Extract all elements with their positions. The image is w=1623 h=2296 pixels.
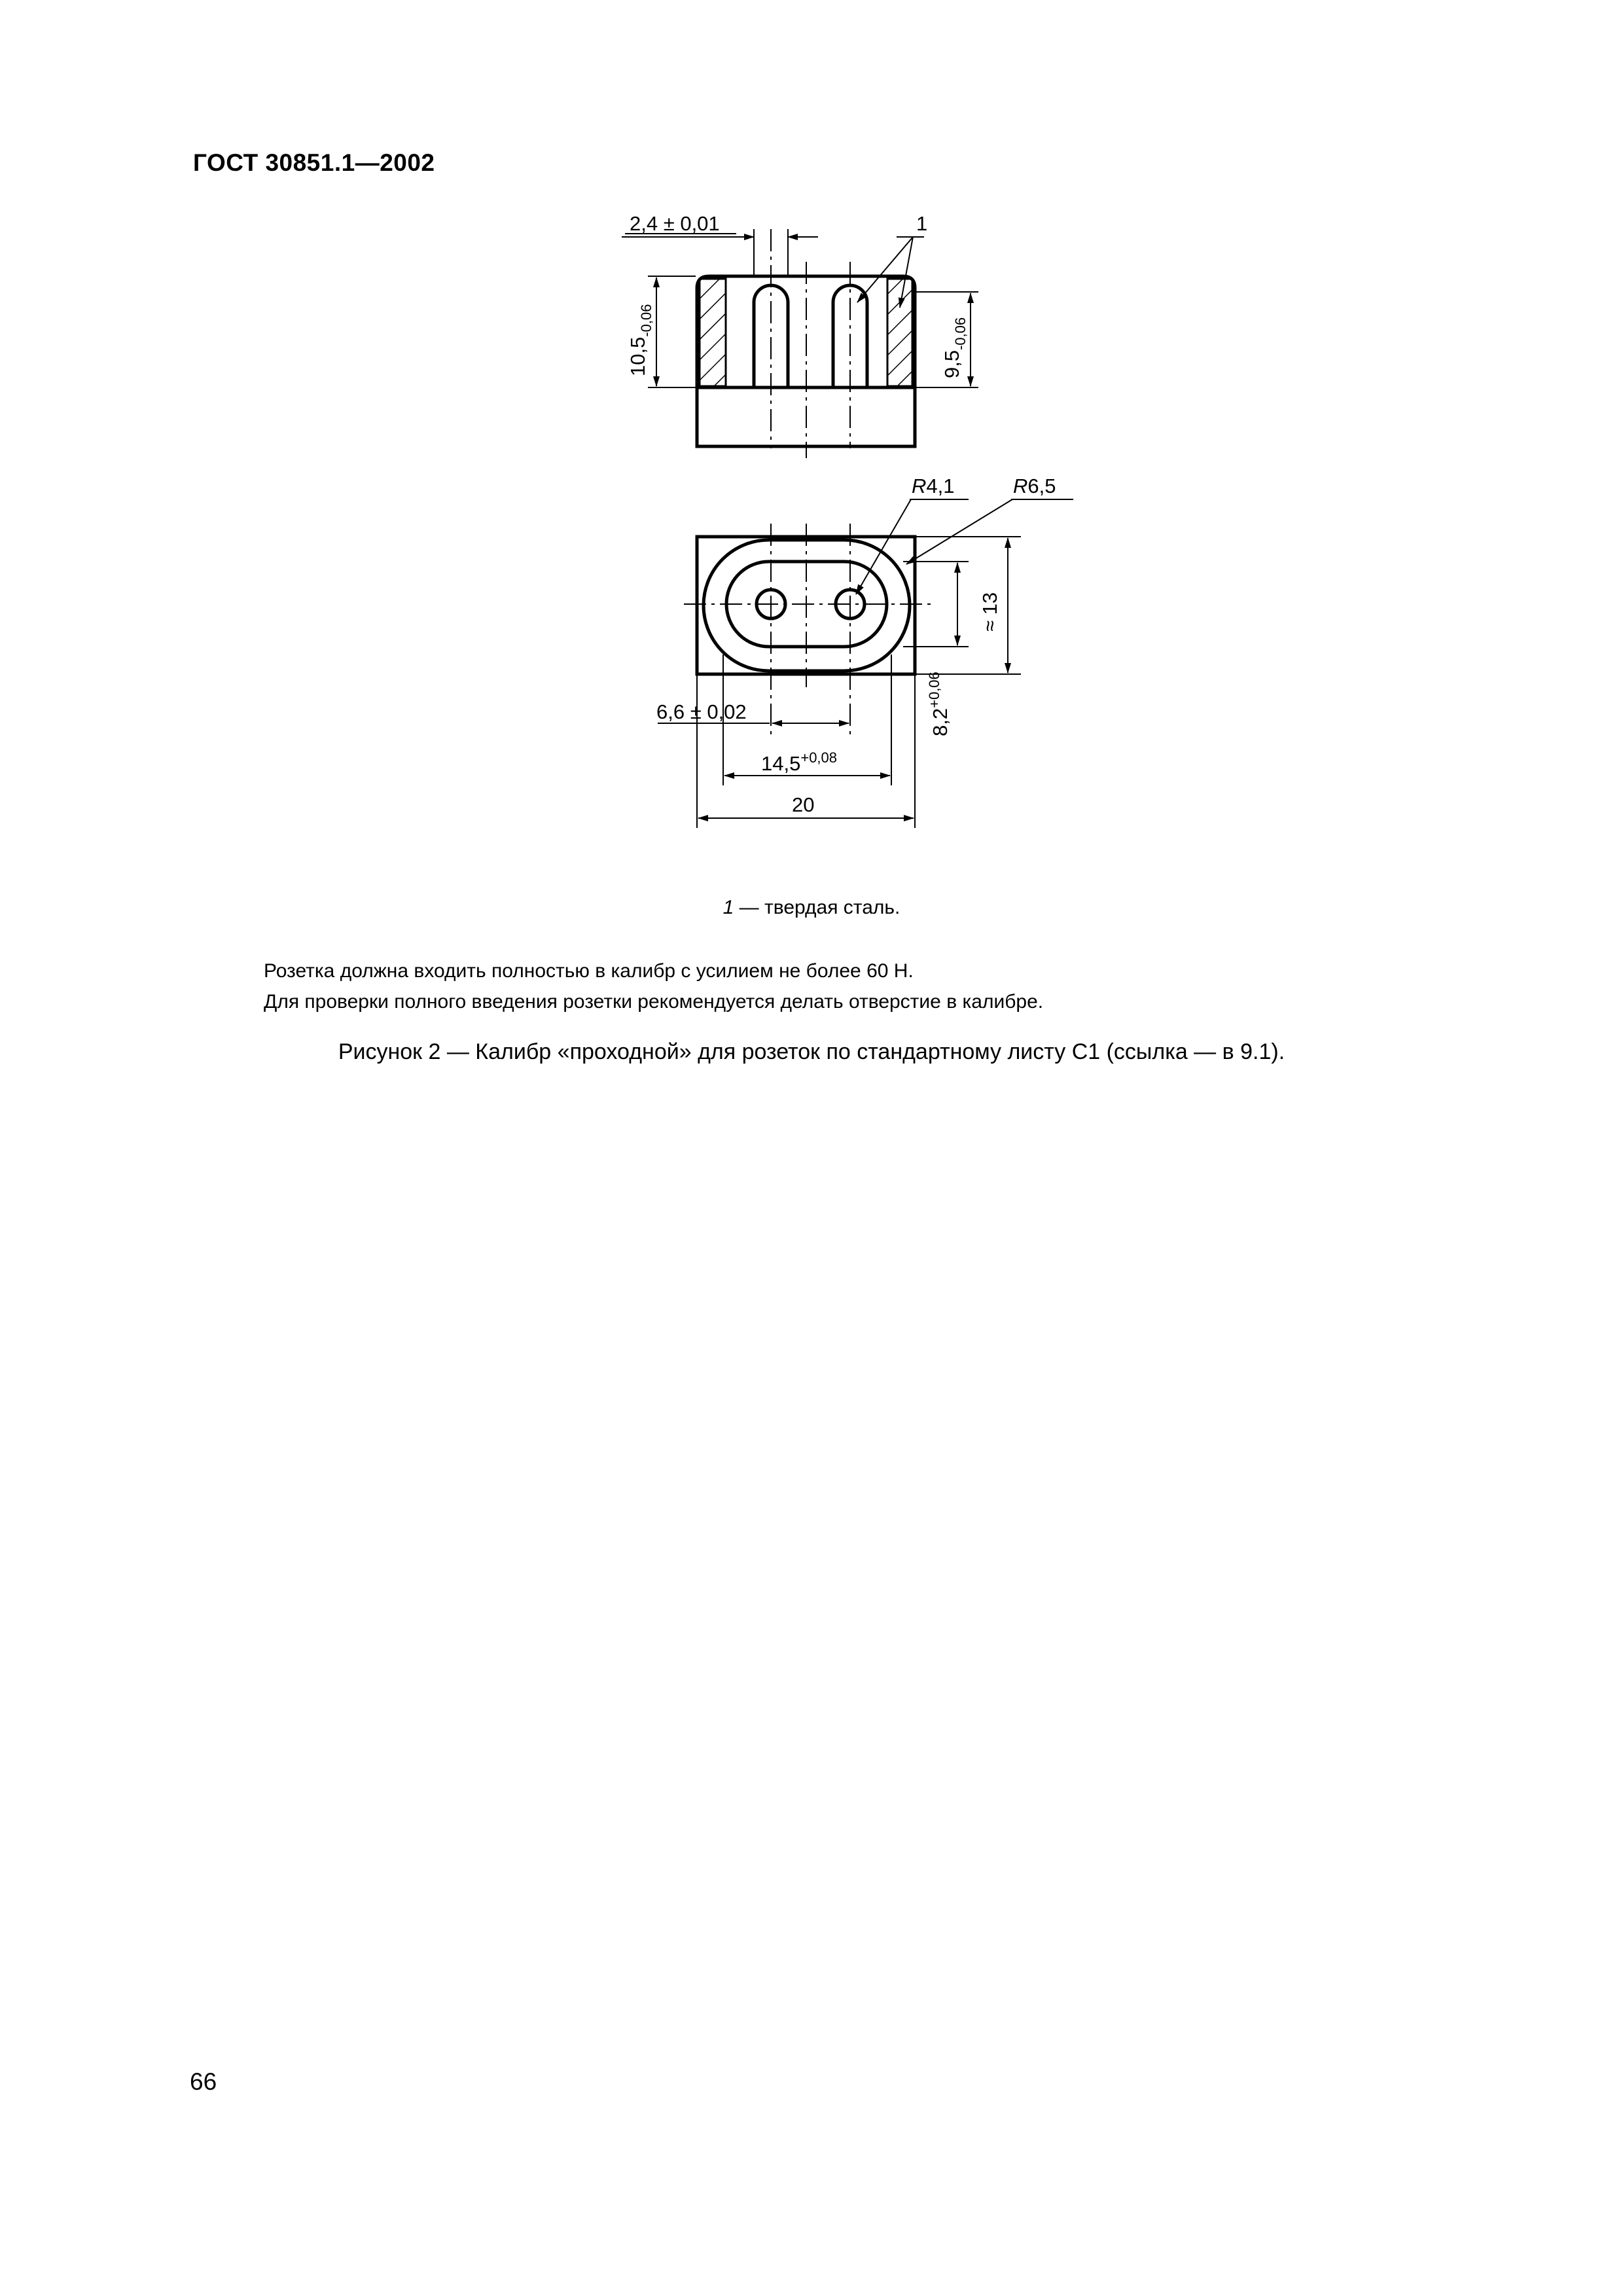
plan-view (658, 499, 1073, 828)
figure-caption: Рисунок 2 — Калибр «проходной» для розеток по стандартному листу С1 (ссылка — в 9.1). (338, 1039, 1285, 1064)
dim-left-label (626, 304, 654, 377)
dim-width-label: 20 (792, 793, 815, 816)
dim-top-label: 2,4 ± 0,01 (630, 212, 720, 235)
svg-text:≈ 13: ≈ 13 (978, 592, 1001, 632)
left-slot (754, 285, 788, 387)
note-line: Для проверки полного введения розетки рекомендуется делать отверстие в калибре. (264, 991, 1044, 1013)
radius-small-label: R4,1 (912, 475, 955, 497)
right-wall-hatch (887, 279, 912, 386)
page-number: 66 (190, 2068, 217, 2095)
radius-large-label: R6,5 (1013, 475, 1056, 497)
left-wall-hatch (700, 279, 726, 386)
side-view (622, 229, 978, 458)
gauge-drawing (0, 0, 1623, 916)
svg-text:8,2+0,06: $8,2^{+0,06}$ (926, 672, 952, 736)
dim-slot-label: $14,5^{+0,08}$ (761, 749, 838, 775)
svg-text:9,5-0,06: $9,5_{-0,06}$ (940, 317, 969, 378)
document-header: ГОСТ 30851.1—2002 (193, 149, 435, 176)
legend (0, 897, 1623, 919)
item-callout: 1 (916, 212, 928, 235)
svg-text:10,5-0,06: $10,5_{-0,06}$ (626, 304, 654, 376)
dim-pin-offset-label: 6,6 ± 0,02 (656, 700, 747, 723)
dim-right-label (940, 317, 969, 378)
dim-inner-label (926, 672, 952, 736)
legend-number: 1 (722, 897, 734, 918)
dim-height-label (978, 592, 1001, 632)
legend-text: — твердая сталь. (734, 897, 901, 918)
note-line: Розетка должна входить полностью в калибр с усилием не более 60 Н. (264, 960, 914, 982)
notes (264, 956, 1043, 1017)
